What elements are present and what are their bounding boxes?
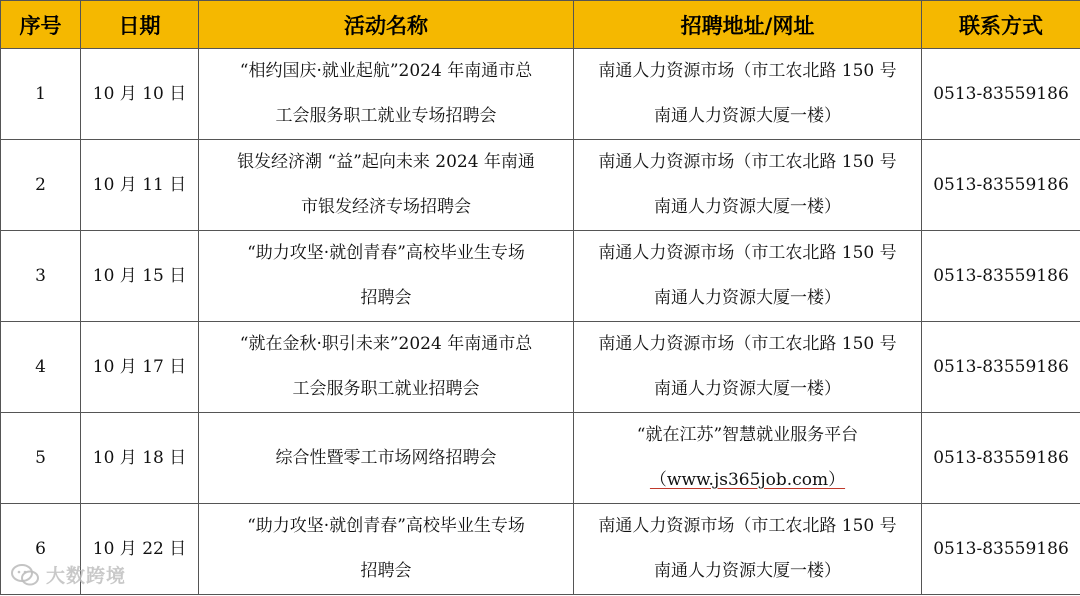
cell-contact: 0513-83559186 — [922, 140, 1080, 231]
cell-date: 10 月 18 日 — [81, 413, 199, 504]
activity-name-line: 工会服务职工就业专场招聘会 — [275, 106, 497, 126]
cell-activity-name — [199, 140, 574, 231]
cell-date: 10 月 17 日 — [81, 322, 199, 413]
cell-date: 10 月 11 日 — [81, 140, 199, 231]
cell-seq: 2 — [1, 140, 81, 231]
address-line: 南通人力资源市场（市工农北路 150 号 — [598, 243, 897, 263]
activity-name-line: “助力攻坚·就创青春”高校毕业生专场 — [247, 516, 525, 536]
address-line: 南通人力资源市场（市工农北路 150 号 — [598, 152, 897, 172]
activity-name-line: 招聘会 — [360, 288, 412, 308]
activity-name-line: “相约国庆·就业起航”2024 年南通市总 — [239, 61, 533, 81]
cell-seq: 1 — [1, 49, 81, 140]
table-row — [1, 322, 1080, 413]
cell-address — [574, 231, 922, 322]
address-line: 南通人力资源大厦一楼） — [654, 288, 841, 308]
cell-address — [574, 322, 922, 413]
cell-activity-name — [199, 504, 574, 595]
address-line: 南通人力资源市场（市工农北路 150 号 — [598, 516, 897, 536]
cell-date: 10 月 15 日 — [81, 231, 199, 322]
address-line: 南通人力资源大厦一楼） — [654, 106, 841, 126]
table-row — [1, 140, 1080, 231]
cell-activity-name — [199, 231, 574, 322]
address-line: “就在江苏”智慧就业服务平台 — [636, 425, 859, 445]
cell-seq: 4 — [1, 322, 81, 413]
cell-activity-name — [199, 413, 574, 504]
header-address: 招聘地址/网址 — [574, 1, 922, 49]
activity-name-line: 银发经济潮 “益”起向未来 2024 年南通 — [237, 152, 535, 172]
cell-contact: 0513-83559186 — [922, 413, 1080, 504]
address-line: 南通人力资源大厦一楼） — [654, 561, 841, 581]
cell-address — [574, 49, 922, 140]
cell-date: 10 月 22 日 — [81, 504, 199, 595]
cell-activity-name — [199, 49, 574, 140]
address-line: 南通人力资源市场（市工农北路 150 号 — [598, 334, 897, 354]
cell-address — [574, 413, 922, 504]
cell-seq: 3 — [1, 231, 81, 322]
table-header-row — [1, 1, 1080, 49]
cell-seq: 6 — [1, 504, 81, 595]
cell-seq: 5 — [1, 413, 81, 504]
cell-address — [574, 504, 922, 595]
address-line: 南通人力资源市场（市工农北路 150 号 — [598, 61, 897, 81]
cell-contact: 0513-83559186 — [922, 322, 1080, 413]
activity-name-line: “助力攻坚·就创青春”高校毕业生专场 — [247, 243, 525, 263]
cell-address — [574, 140, 922, 231]
header-contact: 联系方式 — [922, 1, 1080, 49]
table-row — [1, 49, 1080, 140]
header-activity-name: 活动名称 — [199, 1, 574, 49]
watermark — [10, 561, 126, 588]
activity-name-line: 工会服务职工就业招聘会 — [292, 379, 480, 399]
activity-name-line: 综合性暨零工市场网络招聘会 — [275, 447, 497, 468]
table-row — [1, 413, 1080, 504]
cell-contact: 0513-83559186 — [922, 504, 1080, 595]
watermark-text: 大数跨境 — [46, 565, 127, 587]
address-line: 南通人力资源大厦一楼） — [654, 197, 841, 217]
header-date: 日期 — [81, 1, 199, 49]
activity-name-line: 市银发经济专场招聘会 — [301, 197, 471, 217]
cell-contact: 0513-83559186 — [922, 231, 1080, 322]
activity-name-line: “就在金秋·职引未来”2024 年南通市总 — [239, 334, 533, 354]
website-link[interactable]: （www.js365job.com） — [649, 470, 846, 490]
table-row — [1, 231, 1080, 322]
cell-contact: 0513-83559186 — [922, 49, 1080, 140]
address-line: 南通人力资源大厦一楼） — [654, 379, 841, 399]
table-row — [1, 504, 1080, 595]
wechat-bubble-icon — [10, 563, 40, 587]
activity-name-line: 招聘会 — [360, 561, 412, 581]
cell-activity-name — [199, 322, 574, 413]
header-seq: 序号 — [1, 1, 81, 49]
cell-date: 10 月 10 日 — [81, 49, 199, 140]
